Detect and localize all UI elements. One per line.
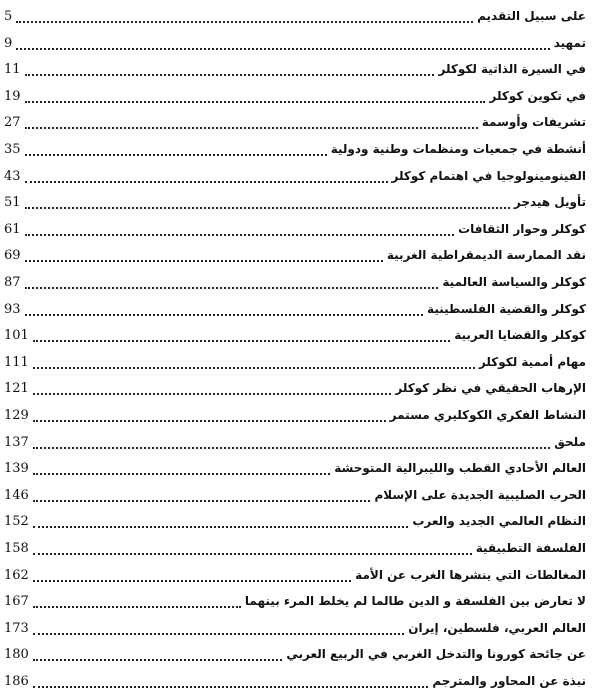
dot-leader [25,260,383,262]
toc-row [0,270,600,292]
dot-leader [25,127,478,129]
toc-title: نبذة عن المحاور والمترجم [432,674,586,688]
dot-leader [33,686,428,688]
toc-title: العالم الأحادي القطب والليبرالية المتوحشة [334,461,586,476]
toc-page-number: 173 [4,620,29,636]
toc-title: في السيرة الذاتية لكوكلر [438,62,586,77]
toc-row [0,456,600,478]
toc-page-number: 51 [4,195,21,211]
toc-row [0,430,600,452]
dot-leader [25,181,388,183]
toc-page-number: 158 [4,541,29,556]
toc-row [0,137,600,159]
toc-page-number: 27 [4,115,21,131]
toc-page-number: 152 [4,514,29,530]
toc-title: أنشطة في جمعيات ومنظمات وطنية ودولية [330,142,586,156]
dot-leader [25,207,510,209]
toc-title: على سبيل التقديم [477,9,586,23]
dot-leader [33,606,241,608]
toc-title: نقد الممارسة الديمقراطية الغربية [386,248,586,263]
toc-page-number: 162 [4,567,29,583]
toc-title: الإرهاب الحقيقي في نظر كوكلر [395,381,586,396]
dot-leader [33,340,450,342]
toc-page-number: 69 [4,248,21,264]
toc-row [0,110,600,132]
toc-page-number: 19 [4,88,21,104]
toc-row [0,323,600,345]
toc-title: كوكلر والسياسة العالمية [442,275,586,289]
dot-leader [33,393,391,395]
toc-row [0,616,600,638]
toc-page-number: 101 [4,328,29,344]
toc-page-number: 35 [4,142,21,157]
toc-page-number: 43 [4,168,21,184]
toc-row [0,563,600,585]
toc-page-number: 5 [4,9,13,24]
toc-title: كوكلر والقضية الفلسطينية [427,301,586,316]
toc-title: الفينومينولوجيا في اهتمام كوكلر [391,168,586,183]
toc-page-number: 87 [4,275,21,290]
toc-row [0,297,600,319]
dot-leader [25,74,434,76]
toc-title: عن جائحة كورونا والتدخل الغربي في الربيع العربي [286,647,586,662]
toc-row [0,403,600,425]
toc-row [0,164,600,186]
toc-title: تمهيد [553,35,586,50]
toc-title: النظام العالمي الجديد والعرب [412,514,586,529]
dot-leader [25,287,438,289]
toc-page-number: 137 [4,434,29,450]
toc-title: النشاط الفكري الكوكليري مستمر [389,408,586,422]
toc-title: في تكوين كوكلر [489,88,586,103]
dot-leader [33,580,351,582]
toc-row [0,31,600,53]
toc-page-number: 167 [4,594,29,610]
dot-leader [25,101,485,103]
toc-title: العالم العربي، فلسطين، إيران [408,620,586,635]
toc-title: مهام أممية لكوكلر [478,354,586,369]
dot-leader [33,553,472,555]
dot-leader [25,234,454,236]
dot-leader [33,659,282,661]
toc-row [0,350,600,372]
toc-title: تشريفات وأوسمة [481,115,586,130]
toc-page-number: 111 [4,354,29,370]
dot-leader [33,473,330,475]
toc-row [0,483,600,505]
toc-row [0,57,600,79]
toc-page-number: 93 [4,301,21,317]
toc-row [0,669,600,691]
toc-title: المغالطات التي ينشرها الغرب عن الأمة [355,567,586,582]
toc-page-number: 146 [4,487,29,503]
toc-page-number: 139 [4,461,29,477]
dot-leader [25,154,327,156]
toc-title: الفلسفة التطبيقية [475,541,586,555]
dot-leader [33,420,386,422]
toc-page-number: 129 [4,408,29,423]
dot-leader [33,447,550,449]
dot-leader [16,48,550,50]
dot-leader [16,21,473,23]
dot-leader [25,314,423,316]
toc-page-number: 61 [4,221,21,237]
dot-leader [33,367,475,369]
toc-title: تأويل هيدجر [513,195,586,210]
toc-page-number: 180 [4,647,29,663]
dot-leader [33,526,408,528]
toc-row [0,509,600,531]
toc-row [0,190,600,212]
toc-row [0,84,600,106]
toc-row [0,376,600,398]
toc-page-number: 9 [4,35,13,51]
toc-title: كوكلر وحوار الثقافات [458,221,586,236]
toc-row [0,217,600,239]
toc-title: الحرب الصليبية الجديدة على الإسلام [374,487,586,502]
toc-row [0,243,600,265]
toc-row [0,4,600,26]
toc-page-number: 11 [4,62,21,78]
dot-leader [33,633,404,635]
toc-page-number: 121 [4,381,29,397]
toc-row [0,642,600,664]
toc-row [0,536,600,558]
toc-row [0,589,600,611]
toc-title: ملحق [554,434,586,449]
toc-page-number: 186 [4,674,29,689]
toc-title: لا تعارض بين الفلسفة و الدين طالما لم يخلط المرء بينهما [244,594,586,609]
toc-title: كوكلر والقضايا العربية [454,328,586,343]
dot-leader [33,500,370,502]
